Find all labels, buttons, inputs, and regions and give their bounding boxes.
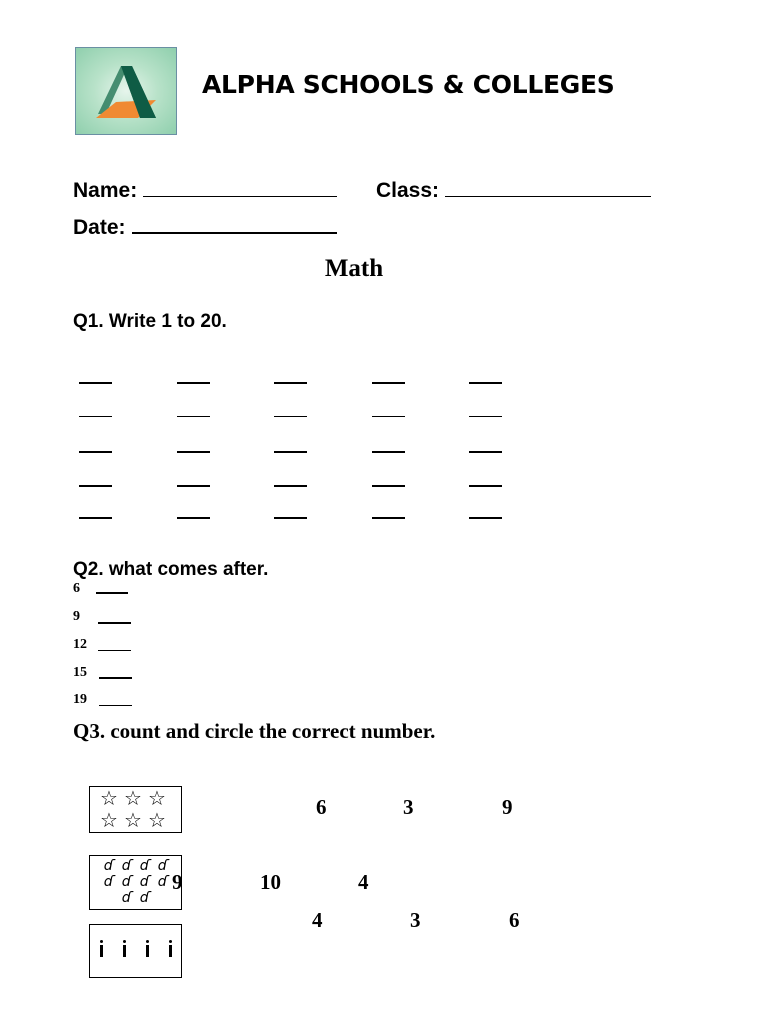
candle-count-box [89,924,182,978]
leaf-icon: ɗ [122,874,133,890]
name-field[interactable] [73,178,337,203]
name-line[interactable] [143,178,337,197]
date-label: Date: [73,216,126,239]
star-icon: ☆ [100,808,118,832]
q2-answer-line[interactable] [98,650,131,651]
q3-option[interactable]: 6 [316,795,327,819]
star-icon: ☆ [100,786,118,810]
q1-answer-blank[interactable] [177,382,210,384]
school-logo [75,47,177,135]
q1-answer-blank[interactable] [79,416,112,417]
q2-heading: Q2. what comes after. [73,559,269,580]
candle-icon [123,945,126,957]
q1-answer-blank[interactable] [469,517,502,519]
leaf-count-box [89,855,182,910]
q3-option[interactable]: 3 [403,795,414,819]
date-line[interactable] [132,214,337,234]
q2-number: 15 [73,665,87,680]
q1-answer-blank[interactable] [177,517,210,519]
class-line[interactable] [445,178,651,197]
q1-answer-blank[interactable] [79,517,112,519]
leaf-icon: ɗ [122,890,133,906]
q3-option[interactable]: 3 [410,908,421,932]
alpha-a-logo-icon [76,48,176,134]
school-name: ALPHA SCHOOLS & COLLEGES [202,70,615,99]
q1-answer-blank[interactable] [274,485,307,487]
star-icon: ☆ [124,786,142,810]
q3-option[interactable]: 9 [502,795,513,819]
name-label: Name: [73,179,138,202]
star-icon: ☆ [148,786,166,810]
q1-answer-blank[interactable] [274,416,307,417]
q2-answer-line[interactable] [99,705,132,706]
q1-answer-blank[interactable] [469,416,502,417]
q2-answer-line[interactable] [98,622,131,624]
q1-answer-blank[interactable] [372,382,405,384]
q1-answer-blank[interactable] [469,382,502,384]
q2-answer-line[interactable] [99,677,132,679]
leaf-icon: ɗ [104,874,115,890]
candle-icon [169,945,172,957]
q2-number: 19 [73,692,87,707]
q3-option[interactable]: 9 [172,870,183,894]
star-icon: ☆ [124,808,142,832]
q1-answer-blank[interactable] [177,485,210,487]
q1-answer-blank[interactable] [79,382,112,384]
q1-answer-blank[interactable] [372,517,405,519]
q1-answer-blank[interactable] [79,451,112,453]
star-icon: ☆ [148,808,166,832]
q2-answer-line[interactable] [96,592,128,594]
leaf-icon: ɗ [140,874,151,890]
q3-option[interactable]: 4 [358,870,369,894]
q1-answer-blank[interactable] [372,416,405,417]
q1-answer-blank[interactable] [177,416,210,417]
q3-heading: Q3. count and circle the correct number. [73,719,436,743]
candle-icon [100,945,103,957]
q1-answer-blank[interactable] [469,451,502,453]
q1-answer-blank[interactable] [372,485,405,487]
star-count-box [89,786,182,833]
q1-answer-blank[interactable] [469,485,502,487]
leaf-icon: ɗ [104,858,115,874]
leaf-icon: ɗ [122,858,133,874]
leaf-icon: ɗ [140,890,151,906]
q2-number: 6 [73,581,80,596]
q3-option[interactable]: 4 [312,908,323,932]
subject-title: Math [324,255,384,282]
class-label: Class: [376,179,440,202]
q1-answer-blank[interactable] [274,517,307,519]
q1-heading: Q1. Write 1 to 20. [73,311,227,332]
q1-answer-blank[interactable] [274,382,307,384]
leaf-icon: ɗ [158,874,169,890]
class-field[interactable] [376,178,651,203]
candle-icon [146,945,149,957]
q3-option[interactable]: 10 [260,870,281,894]
leaf-icon: ɗ [140,858,151,874]
q1-answer-blank[interactable] [177,451,210,453]
q1-answer-blank[interactable] [274,451,307,453]
leaf-icon: ɗ [158,858,169,874]
q3-option[interactable]: 6 [509,908,520,932]
q2-number: 12 [73,637,87,652]
date-field[interactable] [73,214,337,240]
q2-number: 9 [73,609,80,624]
q1-answer-blank[interactable] [372,451,405,453]
q1-answer-blank[interactable] [79,485,112,487]
